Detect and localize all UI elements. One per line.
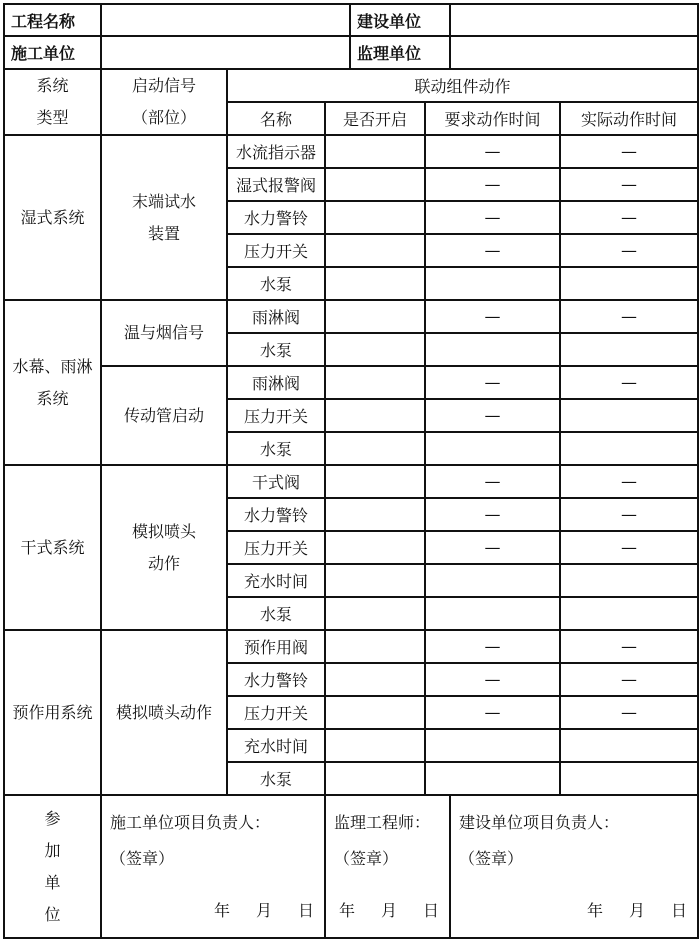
seal-label: （签章） [459,849,524,868]
required-time-cell[interactable]: — [425,300,560,333]
is-open-field[interactable] [325,333,425,366]
project-name-label: 工程名称 [4,4,101,36]
component-name: 水泵 [227,762,325,795]
actual-time-cell[interactable] [560,762,698,795]
start-signal-cell: 模拟喷头 动作 [101,465,227,630]
start-signal-cell: 温与烟信号 [101,300,227,366]
construction-unit-label: 建设单位 [350,4,450,36]
owner-signature-cell[interactable] [450,795,698,938]
is-open-field[interactable] [325,696,425,729]
date-day-label: 日 [423,901,440,920]
is-open-field[interactable] [325,663,425,696]
signatory-title: 建设单位项目负责人： [459,813,620,832]
start-signal-header: 启动信号 （部位） [101,69,227,135]
signature-row [4,795,698,938]
component-name: 压力开关 [227,696,325,729]
signatory-title: 监理工程师： [334,813,431,832]
required-time-cell[interactable] [425,432,560,465]
required-time-cell[interactable]: — [425,630,560,663]
project-name-field[interactable] [101,4,350,36]
contractor-label: 施工单位 [4,36,101,69]
date-year-label: 年 [587,901,604,920]
date-year-label: 年 [339,901,356,920]
construction-unit-field[interactable] [450,4,698,36]
date-month-label: 月 [255,901,272,920]
is-open-field[interactable] [325,498,425,531]
required-time-cell[interactable]: — [425,135,560,168]
actual-time-cell[interactable]: — [560,498,698,531]
component-name: 压力开关 [227,531,325,564]
actual-time-cell[interactable]: — [560,465,698,498]
date-line [561,898,687,921]
name-header: 名称 [227,102,325,135]
is-open-field[interactable] [325,762,425,795]
date-day-label: 日 [671,901,688,920]
component-name: 水力警铃 [227,663,325,696]
actual-time-cell[interactable]: — [560,300,698,333]
is-open-field[interactable] [325,597,425,630]
component-name: 充水时间 [227,729,325,762]
header-row-2 [4,36,698,69]
required-time-cell[interactable] [425,597,560,630]
component-name: 雨淋阀 [227,300,325,333]
start-signal-cell: 末端试水 装置 [101,135,227,300]
actual-time-cell[interactable]: — [560,630,698,663]
start-signal-cell: 传动管启动 [101,366,227,465]
system-type-cell: 干式系统 [4,465,101,630]
component-name: 充水时间 [227,564,325,597]
supervision-unit-field[interactable] [450,36,698,69]
required-time-cell[interactable]: — [425,366,560,399]
header-row-1 [4,4,698,36]
participants-label: 参 加 单 位 [4,795,101,938]
system-type-cell: 预作用系统 [4,630,101,795]
is-open-field[interactable] [325,135,425,168]
signatory-title: 施工单位项目负责人： [110,813,271,832]
required-time-cell[interactable]: — [425,531,560,564]
actual-time-cell[interactable] [560,564,698,597]
component-name: 压力开关 [227,399,325,432]
actual-time-cell[interactable]: — [560,135,698,168]
is-open-field[interactable] [325,399,425,432]
component-name: 水泵 [227,267,325,300]
component-name: 压力开关 [227,234,325,267]
is-open-field[interactable] [325,630,425,663]
system-type-cell: 湿式系统 [4,135,101,300]
component-name: 湿式报警阀 [227,168,325,201]
actual-time-cell[interactable]: — [560,696,698,729]
actual-time-cell[interactable]: — [560,234,698,267]
required-time-cell[interactable]: — [425,234,560,267]
component-row [4,135,698,168]
date-year-label: 年 [213,901,230,920]
required-time-cell[interactable]: — [425,696,560,729]
actual-time-header: 实际动作时间 [560,102,698,135]
component-name: 水力警铃 [227,498,325,531]
component-name: 雨淋阀 [227,366,325,399]
actual-time-cell[interactable]: — [560,366,698,399]
actual-time-cell[interactable]: — [560,663,698,696]
actual-time-cell[interactable] [560,333,698,366]
required-time-cell[interactable]: — [425,399,560,432]
actual-time-cell[interactable] [560,432,698,465]
required-time-cell[interactable] [425,267,560,300]
actual-time-cell[interactable] [560,729,698,762]
actual-time-cell[interactable] [560,267,698,300]
component-name: 水泵 [227,597,325,630]
required-time-cell[interactable]: — [425,201,560,234]
actual-time-cell[interactable]: — [560,201,698,234]
required-time-cell[interactable]: — [425,168,560,201]
actual-time-cell[interactable]: — [560,168,698,201]
required-time-header: 要求动作时间 [425,102,560,135]
component-name: 预作用阀 [227,630,325,663]
date-line [188,898,314,921]
component-name: 水流指示器 [227,135,325,168]
linkage-group-header: 联动组件动作 [227,69,698,102]
component-name: 干式阀 [227,465,325,498]
start-signal-cell: 模拟喷头动作 [101,630,227,795]
is-open-field[interactable] [325,201,425,234]
component-name: 水泵 [227,333,325,366]
required-time-cell[interactable] [425,762,560,795]
column-header-row-1 [4,69,698,102]
seal-label: （签章） [334,849,399,868]
is-open-field[interactable] [325,267,425,300]
required-time-cell[interactable]: — [425,465,560,498]
system-type-header: 系统 类型 [4,69,101,135]
actual-time-cell[interactable] [560,399,698,432]
required-time-cell[interactable]: — [425,663,560,696]
seal-label: （签章） [110,849,175,868]
is-open-field[interactable] [325,366,425,399]
supervisor-signature-cell[interactable] [325,795,450,938]
supervision-unit-label: 监理单位 [350,36,450,69]
required-time-cell[interactable]: — [425,498,560,531]
is-open-field[interactable] [325,531,425,564]
date-line [325,898,439,921]
is-open-field[interactable] [325,432,425,465]
date-month-label: 月 [381,901,398,920]
component-name: 水力警铃 [227,201,325,234]
date-day-label: 日 [297,901,314,920]
contractor-field[interactable] [101,36,350,69]
date-month-label: 月 [629,901,646,920]
component-row [4,300,698,333]
required-time-cell[interactable] [425,729,560,762]
required-time-cell[interactable] [425,333,560,366]
component-row [4,630,698,663]
linkage-test-record-table [3,3,699,939]
actual-time-cell[interactable] [560,597,698,630]
required-time-cell[interactable] [425,564,560,597]
is-open-field[interactable] [325,465,425,498]
is-open-field[interactable] [325,234,425,267]
actual-time-cell[interactable]: — [560,531,698,564]
is-open-field[interactable] [325,564,425,597]
is-open-header: 是否开启 [325,102,425,135]
is-open-field[interactable] [325,729,425,762]
component-row [4,366,698,399]
is-open-field[interactable] [325,168,425,201]
is-open-field[interactable] [325,300,425,333]
system-type-cell: 水幕、雨淋 系统 [4,300,101,465]
component-row [4,465,698,498]
contractor-signature-cell[interactable] [101,795,325,938]
component-name: 水泵 [227,432,325,465]
